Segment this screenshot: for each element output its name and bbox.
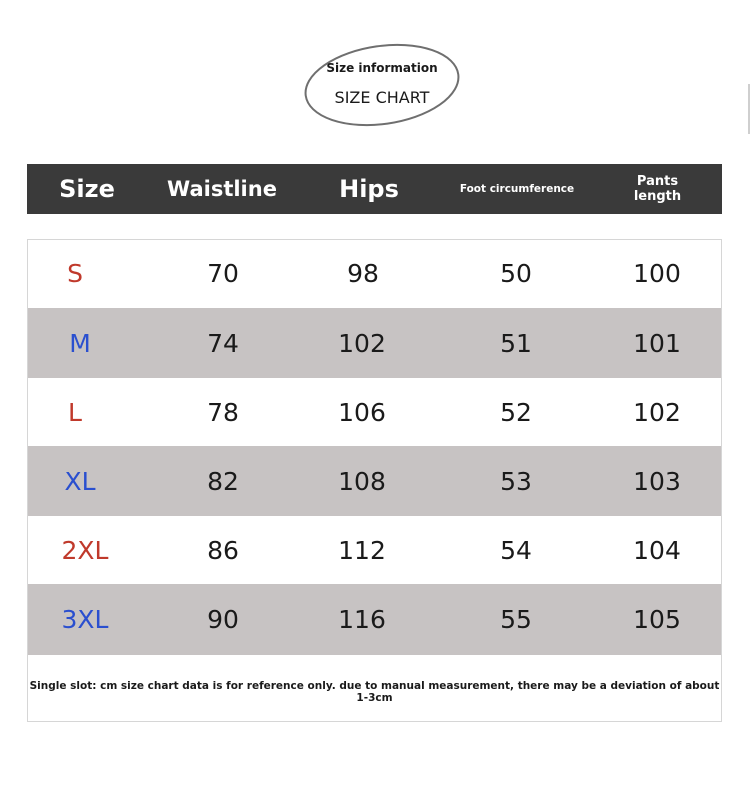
header-pants-length	[593, 164, 722, 214]
size-label: 2XL	[61, 535, 109, 565]
waistline-value: 86	[207, 535, 239, 565]
hips-value: 98	[347, 259, 379, 288]
badge-ellipse-outline	[303, 42, 461, 128]
waistline-value: 78	[207, 397, 239, 427]
waistline-value: 70	[207, 259, 239, 288]
foot-value: 52	[500, 397, 532, 427]
size-label: L	[68, 397, 82, 427]
hips-value: 108	[338, 466, 386, 496]
header-pants-line2: length	[633, 189, 682, 204]
foot-value: 51	[500, 328, 532, 358]
size-label: XL	[64, 466, 96, 496]
header-pants-line1: Pants	[636, 174, 679, 189]
waistline-value: 90	[207, 605, 239, 634]
header-waistline: Waistline	[167, 177, 277, 201]
pants-value: 103	[633, 466, 681, 496]
table-row	[28, 240, 721, 307]
size-label: M	[69, 328, 91, 358]
table-header	[27, 164, 722, 214]
pants-value: 102	[633, 397, 681, 427]
size-label: 3XL	[61, 605, 109, 634]
size-label: S	[67, 259, 83, 288]
pants-value: 101	[633, 328, 681, 358]
hips-value: 106	[338, 397, 386, 427]
table-row	[28, 584, 721, 655]
foot-value: 54	[500, 535, 532, 565]
header-hips: Hips	[339, 175, 399, 203]
hips-value: 112	[338, 535, 386, 565]
header-foot-circumference: Foot circumference	[459, 183, 575, 195]
hips-value: 116	[338, 605, 386, 634]
table-row	[28, 517, 721, 583]
table-row	[28, 379, 721, 445]
size-chart-badge	[303, 42, 461, 128]
size-table	[27, 239, 722, 722]
waistline-value: 82	[207, 466, 239, 496]
header-size: Size	[59, 175, 115, 203]
table-row	[28, 308, 721, 378]
measurement-note: Single slot: cm size chart data is for reference only. due to manual measurement, there may be a deviation of about 1-3cm	[29, 680, 720, 704]
table-row	[28, 446, 721, 516]
foot-value: 55	[500, 605, 532, 634]
badge-subtitle: Size information	[326, 61, 438, 75]
pants-value: 104	[633, 535, 681, 565]
foot-value: 53	[500, 466, 532, 496]
pants-value: 105	[633, 605, 681, 634]
hips-value: 102	[338, 328, 386, 358]
badge-title: SIZE CHART	[334, 88, 430, 107]
waistline-value: 74	[207, 328, 239, 358]
pants-value: 100	[633, 259, 681, 288]
foot-value: 50	[500, 259, 532, 288]
